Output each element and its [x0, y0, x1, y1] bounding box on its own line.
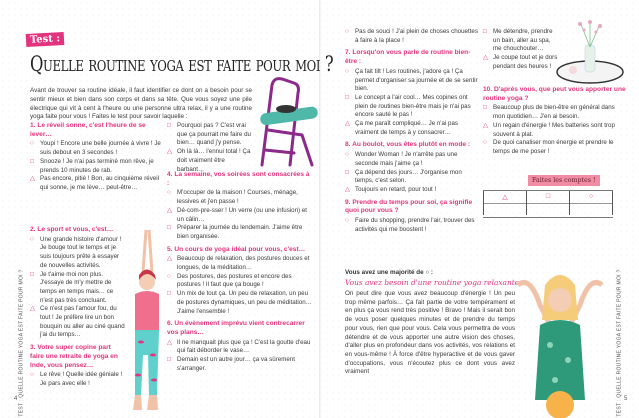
answer-text: Pas de souci ! J'ai plein de choses chouettes à faire à la place !	[355, 28, 478, 44]
answer-option[interactable]	[167, 273, 312, 290]
answer-option[interactable]	[30, 305, 126, 340]
answer-option[interactable]	[30, 236, 126, 271]
circle-icon: ○	[483, 139, 487, 147]
running-head-right: TEST : QUELLE ROUTINE YOGA EST FAITE POUR MOI ?	[616, 269, 623, 417]
result-title: Vous avez besoin d'une routine yoga relaxante.	[345, 278, 522, 287]
answer-text: Ça fait tilt ! Les routines, j'adore ça ! Ça permet d'organiser sa journée et de se sentir bien.	[355, 67, 478, 93]
answer-option[interactable]	[167, 207, 312, 224]
question-heading: 3. Votre super copine part faire une retraite de yoga en Inde, vous pensez…	[30, 344, 118, 369]
square-icon: □	[30, 157, 34, 165]
triangle-icon: △	[167, 148, 172, 156]
answer-text: Un regain d'énergie ! Mes batteries sont trop souvent à plat.	[493, 121, 615, 138]
answer-text: Des postures, des postures et encore des postures ! Il faut que ça bouge !	[177, 272, 292, 289]
question-heading: 7. Lorsqu'on vous parle de routine bien-être :	[345, 49, 471, 66]
test-badge: Test :	[26, 32, 65, 47]
answer-option[interactable]	[30, 175, 165, 192]
score-cell-circle: ○	[569, 191, 613, 215]
quiz-column-right-2a	[483, 28, 558, 72]
triangle-icon: △	[483, 121, 488, 129]
quiz-column-left-2b	[167, 171, 312, 373]
circle-icon: ○	[30, 371, 34, 379]
circle-icon: ○	[167, 272, 171, 280]
answer-option[interactable]	[483, 104, 628, 121]
question-heading: 8. Au boulot, vous êtes plutôt en mode :	[345, 141, 471, 149]
intro-paragraph: Avant de trouver sa routine idéale, il faut identifier ce dont on a besoin pour se sentir mieux et bien dans son corps et dans sa tête. Que vous soyez une pile électrique qui vit à cent à l'heure ou une personne ultra relax, il y a une routine yoga faite pour vous ! Faites le test pour savoir laquelle :	[30, 87, 252, 121]
answer-text: Une grande histoire d'amour ! Je bouge tout le temps et je suis toujours prête à essayer de nouvelles activités.	[40, 235, 122, 269]
quiz-column-left-1a	[30, 122, 165, 193]
running-head-left: TEST : QUELLE ROUTINE YOGA EST FAITE POUR MOI ?	[18, 269, 25, 417]
square-icon: □	[167, 122, 171, 129]
score-cell-square: □	[526, 191, 569, 215]
answer-text: Beaucoup de relaxation, des postures douces et longues, de la méditation…	[177, 255, 310, 272]
answer-option[interactable]	[167, 356, 312, 373]
answer-option[interactable]	[345, 120, 478, 137]
answer-text: Je t'aime moi non plus. J'essaye de m'y mettre de temps en temps mais… ce n'est pas très concluant.	[40, 270, 114, 304]
answer-text: Pourquoi pas ? C'est vrai que ça pourrait me faire du bien… quand j'y pense.	[177, 122, 251, 147]
circle-icon: ○	[30, 235, 34, 243]
page-number-right: 5	[624, 396, 628, 402]
question-heading: 9. Prendre du temps pour soi, ça signifie quoi pour vous ?	[345, 198, 473, 215]
answer-option[interactable]	[483, 139, 628, 156]
triangle-icon: △	[345, 120, 350, 128]
answer-option[interactable]	[167, 189, 312, 206]
circle-icon: ○	[345, 67, 349, 75]
score-title: Faites les comptes !	[528, 175, 600, 186]
square-icon: □	[345, 168, 349, 176]
answer-text: Toujours en retard, pour tout !	[355, 185, 437, 193]
quiz-column-left-1b	[30, 226, 126, 389]
square-icon: □	[483, 104, 487, 112]
answer-text: Faire du shopping, prendre l'air, trouver des activités qui me boostent !	[355, 217, 475, 233]
circle-icon: ○	[345, 217, 349, 225]
circle-icon: ○	[345, 28, 349, 35]
answer-text: Il ne manquait plus que ça ! C'est la goutte d'eau qui fait déborder le vase…	[177, 338, 311, 355]
answer-option[interactable]	[30, 158, 165, 175]
answer-option[interactable]	[345, 94, 478, 120]
answer-option[interactable]	[345, 186, 478, 195]
circle-icon: ○	[30, 140, 34, 148]
quiz-column-left-2a	[167, 122, 252, 174]
triangle-icon: △	[167, 338, 172, 346]
result-lead: Vous avez une majorité de ○ :	[345, 269, 434, 276]
answer-option[interactable]	[345, 169, 478, 186]
answer-text: Ça me paraît compliqué… Je n'ai pas vraiment de temps à y consacrer…	[355, 120, 458, 136]
question-heading: 10. D'après vous, que peut vous apporter une routine yoga ?	[483, 86, 626, 102]
page-title: Quelle routine yoga est faite pour moi ?	[30, 52, 334, 76]
lavender-vase-illustration	[555, 20, 625, 85]
answer-option[interactable]	[483, 54, 558, 71]
answer-text: Le rêve ! Quelle idée géniale ! Je pars avec elle !	[40, 371, 123, 387]
triangle-icon: △	[345, 185, 350, 193]
question-heading: 1. Le réveil sonne, c'est l'heure de se lever…	[30, 122, 146, 138]
answer-text: Ça dépend des jours… J'organise mon temps, c'est selon.	[355, 168, 462, 185]
answer-option[interactable]	[30, 140, 165, 157]
yoga-woman-illustration	[129, 230, 165, 415]
question-heading: 6. Un évènement imprévu vient contrecarrer vos plans…	[167, 320, 305, 336]
quiz-column-right-2b	[483, 86, 628, 157]
answer-text: Snooze ! Je n'ai pas terminé mon rêve, je prends 10 minutes de rab.	[40, 157, 154, 174]
answer-option[interactable]	[345, 28, 478, 45]
score-cell-triangle: △	[483, 191, 526, 215]
square-icon: □	[345, 93, 349, 101]
quiz-column-right-1	[345, 28, 478, 234]
question-heading: 2. Le sport et vous, c'est…	[30, 226, 114, 233]
answer-text: Oh là là… l'ennui total ! Ça doit vraiment être barbant…	[177, 148, 251, 173]
triangle-icon: △	[483, 54, 488, 62]
answer-text: Wonder Woman ! Je n'arrête pas une seconde mais j'aime ça !	[355, 151, 458, 167]
answer-option[interactable]	[167, 339, 312, 356]
triangle-icon: △	[30, 175, 35, 183]
answer-option[interactable]	[345, 68, 478, 94]
answer-text: M'occuper de la maison ! Courses, ménage, lessives et j'en passe !	[177, 189, 298, 206]
answer-text: Beaucoup plus de bien-être en général dans mon quotidien… J'en ai besoin.	[493, 104, 615, 121]
answer-option[interactable]	[483, 28, 558, 54]
chair-mat-illustration	[250, 75, 320, 170]
answer-text: Un mix de tout ça. Un peu de relaxation, un peu de postures dynamiques, un peu de méditation… J'aime l'ensemble !	[177, 290, 312, 315]
answer-option[interactable]	[345, 217, 478, 234]
answer-text: Ce n'est pas l'amour fou, du tout ! Je préfère lire un bon bouquin ou aller au ciné quand j'ai du temps…	[40, 305, 125, 339]
answer-text: Pas encore, pitié ! Bon, au cinquième réveil qui sonne, je me lève… peut-être…	[40, 175, 160, 191]
answer-option[interactable]	[30, 271, 126, 306]
answer-option[interactable]	[345, 151, 478, 168]
triangle-icon: △	[167, 206, 172, 214]
square-icon: □	[167, 356, 171, 364]
triangle-icon: △	[30, 305, 35, 313]
square-icon: □	[30, 270, 34, 278]
answer-option[interactable]	[167, 255, 312, 272]
square-icon: □	[167, 290, 171, 298]
question-heading: 5. Un cours de yoga idéal pour vous, c'est…	[167, 245, 306, 253]
answer-option[interactable]	[30, 371, 126, 388]
answer-option[interactable]	[483, 122, 628, 139]
square-icon: □	[483, 28, 487, 35]
answer-text: Je coupe tout et je dors pendant des heures !	[493, 54, 558, 70]
answer-text: Préparer la journée du lendemain. J'aime être bien organisée.	[177, 224, 303, 240]
meditating-woman-illustration	[510, 265, 610, 405]
answer-text: Dé-com-pre-sser ! Un verre (ou une infusion) et un câlin…	[177, 206, 307, 223]
answer-option[interactable]	[167, 224, 312, 241]
result-body: On peut dire que vous avez beaucoup d'énergie ! Un peu trop même parfois… Ça fait partie de votre tempérament et en plus ça vous rend très positive ! Bravo ! Mais il serait bon de vous poser quelques minutes et de prendre du temps pour vous, rien que pour vous. Cela vous permettra de vous détendre et de vous apporter une autre vision des choses, d'aller plus en profondeur dans vos activités, vos relations et en vous-même ! À force d'être hyperactive et de vous gaver d'occupations, vous n'écoutez plus ce dont vous avez vraiment	[345, 290, 515, 376]
circle-icon: ○	[345, 151, 349, 159]
question-heading: 4. La semaine, vos soirées sont consacrées à :	[167, 171, 310, 187]
answer-text: De quoi canaliser mon énergie et prendre le temps de me poser !	[493, 139, 614, 155]
answer-option[interactable]	[167, 122, 252, 148]
circle-icon: ○	[167, 189, 171, 197]
answer-text: Youpi ! Encore une belle journée à vivre ! Je suis debout en 3 secondes !	[40, 140, 161, 157]
answer-text: Me détendre, prendre un bain, aller au spa, me chouchouter…	[493, 28, 553, 53]
page-number-left: 4	[14, 396, 18, 402]
answer-text: Demain est un autre jour… ça va sûrement s'arranger.	[177, 356, 295, 372]
score-table	[483, 190, 613, 218]
square-icon: □	[167, 224, 171, 232]
answer-option[interactable]	[167, 290, 312, 316]
answer-text: Le concept a l'air cool… Mes copines ont plein de routines bien-être mais je n'ai pas encore sauté le pas !	[355, 93, 471, 119]
triangle-icon: △	[167, 255, 172, 263]
